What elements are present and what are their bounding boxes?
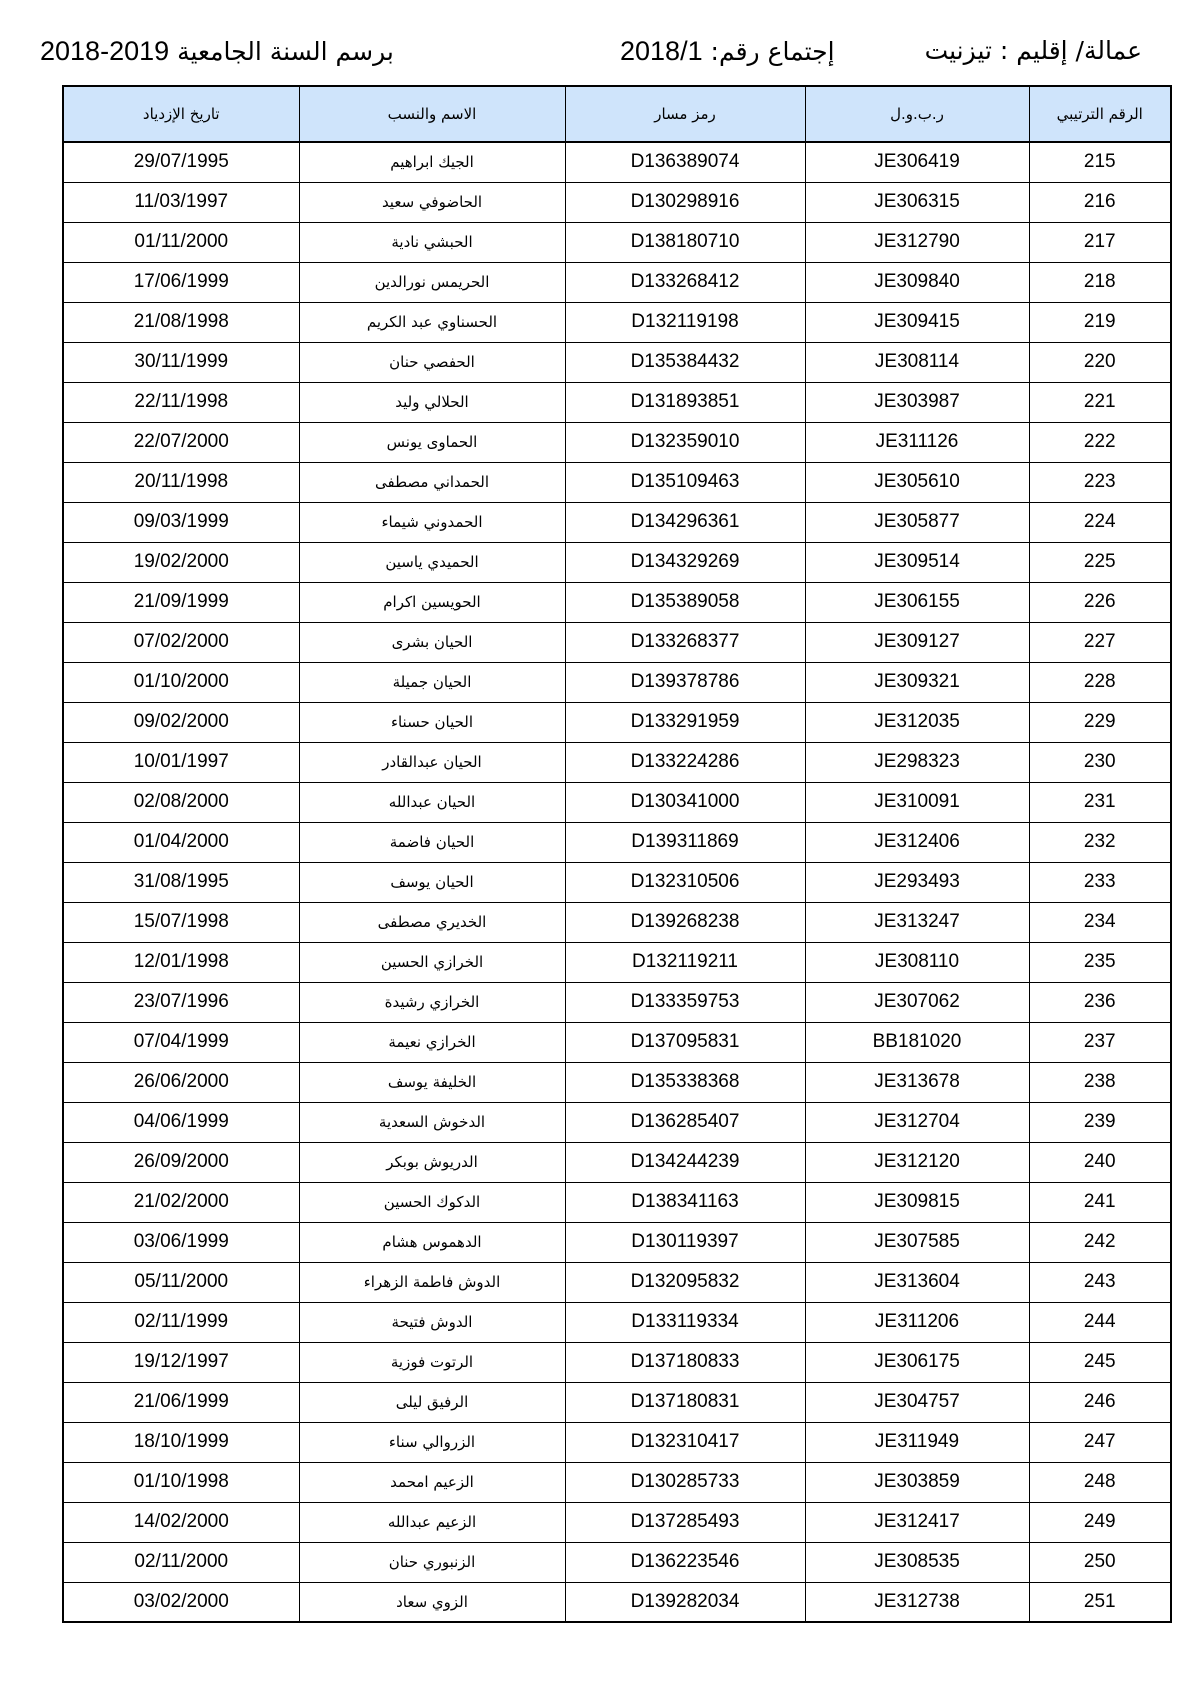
cell-massar: D133359753 <box>565 982 805 1022</box>
cell-name: الحاضوفي سعيد <box>299 182 565 222</box>
cell-birthdate: 01/10/2000 <box>63 662 299 702</box>
table-row <box>63 1182 1171 1222</box>
cell-name: الحيان جميلة <box>299 662 565 702</box>
cell-name: الخرازي الحسين <box>299 942 565 982</box>
cell-name: الرفيق ليلى <box>299 1382 565 1422</box>
cell-cni: JE306315 <box>805 182 1029 222</box>
cell-cni: JE309127 <box>805 622 1029 662</box>
cell-cni: JE305610 <box>805 462 1029 502</box>
cell-birthdate: 21/06/1999 <box>63 1382 299 1422</box>
cell-birthdate: 21/09/1999 <box>63 582 299 622</box>
cell-seq: 218 <box>1029 262 1171 302</box>
cell-birthdate: 02/08/2000 <box>63 782 299 822</box>
cell-birthdate: 21/02/2000 <box>63 1182 299 1222</box>
cell-name: الحيان عبدالقادر <box>299 742 565 782</box>
cell-seq: 233 <box>1029 862 1171 902</box>
cell-cni: JE310091 <box>805 782 1029 822</box>
cell-birthdate: 07/04/1999 <box>63 1022 299 1062</box>
cell-birthdate: 29/07/1995 <box>63 142 299 182</box>
table-row <box>63 422 1171 462</box>
cell-seq: 237 <box>1029 1022 1171 1062</box>
meeting-info <box>620 36 835 67</box>
cell-name: الحمداني مصطفى <box>299 462 565 502</box>
table-row <box>63 1422 1171 1462</box>
meeting-label: إجتماع رقم: <box>710 37 835 66</box>
cell-massar: D139282034 <box>565 1582 805 1622</box>
cell-cni: JE305877 <box>805 502 1029 542</box>
cell-massar: D139378786 <box>565 662 805 702</box>
cell-name: الجيك ابراهيم <box>299 142 565 182</box>
table-row <box>63 1302 1171 1342</box>
cell-massar: D133291959 <box>565 702 805 742</box>
cell-seq: 228 <box>1029 662 1171 702</box>
cell-seq: 249 <box>1029 1502 1171 1542</box>
table-row <box>63 382 1171 422</box>
table-header-row <box>63 86 1171 142</box>
cell-massar: D138341163 <box>565 1182 805 1222</box>
cell-name: الزنبوري حنان <box>299 1542 565 1582</box>
cell-cni: JE306155 <box>805 582 1029 622</box>
cell-cni: JE309415 <box>805 302 1029 342</box>
cell-birthdate: 22/11/1998 <box>63 382 299 422</box>
cell-name: الحسناوي عبد الكريم <box>299 302 565 342</box>
cell-massar: D134329269 <box>565 542 805 582</box>
cell-massar: D134244239 <box>565 1142 805 1182</box>
table-row <box>63 1262 1171 1302</box>
cell-seq: 227 <box>1029 622 1171 662</box>
cell-cni: JE307585 <box>805 1222 1029 1262</box>
cell-name: الحبشي نادية <box>299 222 565 262</box>
cell-seq: 234 <box>1029 902 1171 942</box>
cell-name: الحماوى يونس <box>299 422 565 462</box>
cell-name: الحيان حسناء <box>299 702 565 742</box>
cell-seq: 245 <box>1029 1342 1171 1382</box>
cell-birthdate: 02/11/1999 <box>63 1302 299 1342</box>
col-header-massar: رمز مسار <box>565 86 805 142</box>
cell-name: الحيان عبدالله <box>299 782 565 822</box>
cell-massar: D138180710 <box>565 222 805 262</box>
cell-seq: 236 <box>1029 982 1171 1022</box>
table-row <box>63 302 1171 342</box>
table-row <box>63 1022 1171 1062</box>
cell-name: الزعيم امحمد <box>299 1462 565 1502</box>
table-row <box>63 142 1171 182</box>
cell-birthdate: 09/02/2000 <box>63 702 299 742</box>
cell-name: الخرازي رشيدة <box>299 982 565 1022</box>
cell-birthdate: 19/02/2000 <box>63 542 299 582</box>
table-row <box>63 702 1171 742</box>
cell-birthdate: 21/08/1998 <box>63 302 299 342</box>
cell-name: الدكوك الحسين <box>299 1182 565 1222</box>
cell-seq: 243 <box>1029 1262 1171 1302</box>
table-row <box>63 1062 1171 1102</box>
table-row <box>63 542 1171 582</box>
academic-year-value: 2019-2018 <box>40 36 170 66</box>
cell-seq: 221 <box>1029 382 1171 422</box>
cell-birthdate: 26/06/2000 <box>63 1062 299 1102</box>
cell-birthdate: 20/11/1998 <box>63 462 299 502</box>
cell-name: الحفصي حنان <box>299 342 565 382</box>
cell-birthdate: 26/09/2000 <box>63 1142 299 1182</box>
cell-birthdate: 04/06/1999 <box>63 1102 299 1142</box>
cell-cni: JE312035 <box>805 702 1029 742</box>
table-row <box>63 1582 1171 1622</box>
cell-cni: JE313604 <box>805 1262 1029 1302</box>
table-row <box>63 462 1171 502</box>
table-row <box>63 1342 1171 1382</box>
table-row <box>63 822 1171 862</box>
table-row <box>63 1502 1171 1542</box>
cell-cni: JE309815 <box>805 1182 1029 1222</box>
cell-massar: D132310417 <box>565 1422 805 1462</box>
cell-birthdate: 10/01/1997 <box>63 742 299 782</box>
cell-seq: 222 <box>1029 422 1171 462</box>
cell-massar: D133268377 <box>565 622 805 662</box>
cell-name: الرتوت فوزية <box>299 1342 565 1382</box>
cell-name: الدوش فتيحة <box>299 1302 565 1342</box>
cell-massar: D130298916 <box>565 182 805 222</box>
cell-seq: 244 <box>1029 1302 1171 1342</box>
table-row <box>63 1382 1171 1422</box>
table-row <box>63 982 1171 1022</box>
table-row <box>63 222 1171 262</box>
table-row <box>63 622 1171 662</box>
cell-seq: 242 <box>1029 1222 1171 1262</box>
cell-massar: D136389074 <box>565 142 805 182</box>
cell-birthdate: 09/03/1999 <box>63 502 299 542</box>
cell-seq: 230 <box>1029 742 1171 782</box>
academic-year-label: برسم السنة الجامعية <box>177 37 394 66</box>
cell-seq: 246 <box>1029 1382 1171 1422</box>
table-body <box>63 142 1171 1622</box>
table-row <box>63 1222 1171 1262</box>
table-row <box>63 342 1171 382</box>
cell-seq: 223 <box>1029 462 1171 502</box>
col-header-birthdate: تاريخ الإزدياد <box>63 86 299 142</box>
cell-cni: JE312120 <box>805 1142 1029 1182</box>
cell-birthdate: 14/02/2000 <box>63 1502 299 1542</box>
cell-name: الحمدوني شيماء <box>299 502 565 542</box>
cell-cni: JE307062 <box>805 982 1029 1022</box>
cell-massar: D135109463 <box>565 462 805 502</box>
cell-birthdate: 01/04/2000 <box>63 822 299 862</box>
cell-birthdate: 01/10/1998 <box>63 1462 299 1502</box>
cell-seq: 235 <box>1029 942 1171 982</box>
cell-birthdate: 02/11/2000 <box>63 1542 299 1582</box>
cell-seq: 231 <box>1029 782 1171 822</box>
cell-massar: D136223546 <box>565 1542 805 1582</box>
cell-massar: D134296361 <box>565 502 805 542</box>
cell-name: الحميدي ياسين <box>299 542 565 582</box>
cell-name: الحويسين اكرام <box>299 582 565 622</box>
cell-seq: 219 <box>1029 302 1171 342</box>
cell-massar: D133268412 <box>565 262 805 302</box>
cell-massar: D136285407 <box>565 1102 805 1142</box>
cell-seq: 220 <box>1029 342 1171 382</box>
table-row <box>63 182 1171 222</box>
table-row <box>63 582 1171 622</box>
cell-massar: D132359010 <box>565 422 805 462</box>
cell-birthdate: 05/11/2000 <box>63 1262 299 1302</box>
cell-name: الحيان فاضمة <box>299 822 565 862</box>
cell-seq: 251 <box>1029 1582 1171 1622</box>
cell-birthdate: 01/11/2000 <box>63 222 299 262</box>
cell-cni: JE303859 <box>805 1462 1029 1502</box>
page-header <box>40 36 1142 76</box>
cell-massar: D132095832 <box>565 1262 805 1302</box>
cell-birthdate: 03/06/1999 <box>63 1222 299 1262</box>
cell-name: الدريوش بوبكر <box>299 1142 565 1182</box>
cell-birthdate: 18/10/1999 <box>63 1422 299 1462</box>
cell-seq: 247 <box>1029 1422 1171 1462</box>
table-row <box>63 782 1171 822</box>
meeting-number: 2018/1 <box>620 36 703 66</box>
cell-seq: 215 <box>1029 142 1171 182</box>
cell-birthdate: 07/02/2000 <box>63 622 299 662</box>
table-row <box>63 1462 1171 1502</box>
cell-cni: JE312704 <box>805 1102 1029 1142</box>
cell-seq: 240 <box>1029 1142 1171 1182</box>
cell-massar: D133119334 <box>565 1302 805 1342</box>
cell-massar: D137285493 <box>565 1502 805 1542</box>
cell-cni: JE303987 <box>805 382 1029 422</box>
cell-massar: D132119211 <box>565 942 805 982</box>
cell-name: الحلالي وليد <box>299 382 565 422</box>
cell-cni: BB181020 <box>805 1022 1029 1062</box>
cell-birthdate: 03/02/2000 <box>63 1582 299 1622</box>
province-label: عمالة/ إقليم : تيزنيت <box>924 36 1142 65</box>
cell-seq: 217 <box>1029 222 1171 262</box>
cell-seq: 224 <box>1029 502 1171 542</box>
cell-cni: JE298323 <box>805 742 1029 782</box>
cell-name: الحيان يوسف <box>299 862 565 902</box>
cell-seq: 225 <box>1029 542 1171 582</box>
cell-birthdate: 22/07/2000 <box>63 422 299 462</box>
cell-birthdate: 23/07/1996 <box>63 982 299 1022</box>
cell-seq: 239 <box>1029 1102 1171 1142</box>
cell-seq: 216 <box>1029 182 1171 222</box>
cell-cni: JE309840 <box>805 262 1029 302</box>
col-header-name: الاسم والنسب <box>299 86 565 142</box>
cell-cni: JE313247 <box>805 902 1029 942</box>
cell-cni: JE308535 <box>805 1542 1029 1582</box>
table-row <box>63 862 1171 902</box>
cell-name: الخليفة يوسف <box>299 1062 565 1102</box>
cell-name: الحيان بشرى <box>299 622 565 662</box>
cell-massar: D132119198 <box>565 302 805 342</box>
cell-name: الخديري مصطفى <box>299 902 565 942</box>
table-row <box>63 262 1171 302</box>
cell-cni: JE311206 <box>805 1302 1029 1342</box>
table-row <box>63 742 1171 782</box>
cell-massar: D137180831 <box>565 1382 805 1422</box>
cell-name: الخرازي نعيمة <box>299 1022 565 1062</box>
cell-name: الدخوش السعدية <box>299 1102 565 1142</box>
cell-massar: D132310506 <box>565 862 805 902</box>
cell-massar: D137095831 <box>565 1022 805 1062</box>
cell-cni: JE312738 <box>805 1582 1029 1622</box>
cell-cni: JE311126 <box>805 422 1029 462</box>
cell-massar: D135389058 <box>565 582 805 622</box>
cell-cni: JE293493 <box>805 862 1029 902</box>
cell-cni: JE312406 <box>805 822 1029 862</box>
cell-name: الحريمس نورالدين <box>299 262 565 302</box>
table-row <box>63 1142 1171 1182</box>
table-row <box>63 1102 1171 1142</box>
cell-birthdate: 17/06/1999 <box>63 262 299 302</box>
cell-birthdate: 19/12/1997 <box>63 1342 299 1382</box>
cell-name: الزروالي سناء <box>299 1422 565 1462</box>
cell-massar: D131893851 <box>565 382 805 422</box>
cell-cni: JE309321 <box>805 662 1029 702</box>
cell-massar: D130285733 <box>565 1462 805 1502</box>
cell-cni: JE309514 <box>805 542 1029 582</box>
cell-cni: JE306175 <box>805 1342 1029 1382</box>
cell-seq: 229 <box>1029 702 1171 742</box>
cell-cni: JE312790 <box>805 222 1029 262</box>
table-row <box>63 902 1171 942</box>
cell-seq: 241 <box>1029 1182 1171 1222</box>
cell-massar: D137180833 <box>565 1342 805 1382</box>
cell-massar: D130119397 <box>565 1222 805 1262</box>
cell-massar: D135338368 <box>565 1062 805 1102</box>
cell-seq: 248 <box>1029 1462 1171 1502</box>
cell-massar: D135384432 <box>565 342 805 382</box>
table-row <box>63 942 1171 982</box>
cell-cni: JE308110 <box>805 942 1029 982</box>
cell-massar: D130341000 <box>565 782 805 822</box>
cell-massar: D139268238 <box>565 902 805 942</box>
cell-birthdate: 12/01/1998 <box>63 942 299 982</box>
cell-birthdate: 15/07/1998 <box>63 902 299 942</box>
col-header-seq: الرقم الترتيبي <box>1029 86 1171 142</box>
cell-name: الزوي سعاد <box>299 1582 565 1622</box>
cell-birthdate: 11/03/1997 <box>63 182 299 222</box>
cell-seq: 232 <box>1029 822 1171 862</box>
table-row <box>63 662 1171 702</box>
cell-cni: JE304757 <box>805 1382 1029 1422</box>
col-header-cni: ر.ب.و.ل <box>805 86 1029 142</box>
cell-massar: D139311869 <box>565 822 805 862</box>
table-row <box>63 1542 1171 1582</box>
cell-cni: JE313678 <box>805 1062 1029 1102</box>
cell-cni: JE306419 <box>805 142 1029 182</box>
cell-name: الزعيم عبدالله <box>299 1502 565 1542</box>
cell-name: الدهموس هشام <box>299 1222 565 1262</box>
cell-birthdate: 31/08/1995 <box>63 862 299 902</box>
cell-seq: 238 <box>1029 1062 1171 1102</box>
cell-birthdate: 30/11/1999 <box>63 342 299 382</box>
table-row <box>63 502 1171 542</box>
cell-cni: JE308114 <box>805 342 1029 382</box>
cell-name: الدوش فاطمة الزهراء <box>299 1262 565 1302</box>
cell-seq: 226 <box>1029 582 1171 622</box>
cell-cni: JE312417 <box>805 1502 1029 1542</box>
student-table <box>62 85 1172 1623</box>
academic-year <box>40 36 394 67</box>
cell-cni: JE311949 <box>805 1422 1029 1462</box>
cell-massar: D133224286 <box>565 742 805 782</box>
cell-seq: 250 <box>1029 1542 1171 1582</box>
